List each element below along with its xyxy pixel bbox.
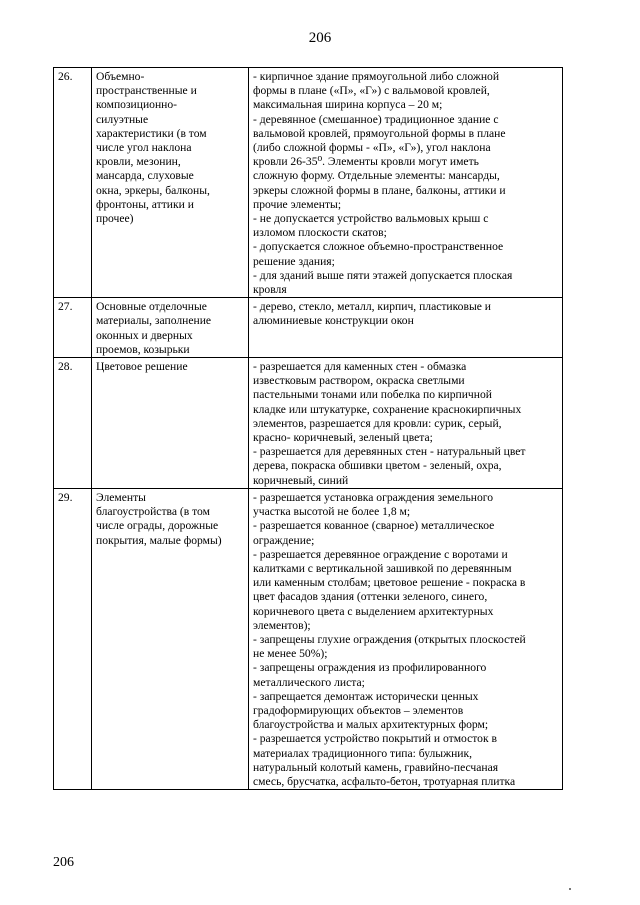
name-line: оконных и дверных — [96, 328, 193, 342]
description-line: металлического листа; — [253, 675, 365, 689]
table-row — [54, 68, 563, 298]
description-line: - разрешается кованное (сварное) металлическое — [253, 519, 495, 533]
row-number: 26. — [54, 68, 92, 298]
row-name — [92, 358, 249, 489]
description-line: дерева, покраска обшивки цветом - зеленый, охра, — [253, 459, 502, 473]
name-line: числе ограды, дорожные — [96, 519, 219, 533]
name-line: окна, эркеры, балконы, — [96, 183, 210, 197]
description-line: натуральный колотый камень, гравийно-песчаная — [253, 760, 499, 774]
description-line: алюминиевые конструкции окон — [253, 314, 414, 328]
description-line: - разрешается для деревянных стен - натуральный цвет — [253, 445, 526, 459]
description-line: цвет фасадов здания (оттенки зеленого, синего, — [253, 590, 488, 604]
description-line: прочие элементы; — [253, 197, 342, 211]
description-line: - разрешается для каменных стен - обмазка — [253, 360, 467, 374]
description-line: коричневый, синий — [253, 473, 349, 487]
name-line: проемов, козырьки — [96, 342, 190, 356]
name-line: композиционно- — [96, 98, 178, 112]
description-line: - для зданий выше пяти этажей допускается плоская — [253, 268, 513, 282]
description-line: сложную форму. Отдельные элементы: мансарды, — [253, 169, 500, 183]
description-line: участка высотой не более 1,8 м; — [253, 505, 411, 519]
name-line: силуэтные — [96, 112, 149, 126]
description-line: - запрещается демонтаж исторически ценных — [253, 689, 479, 703]
description-line: элементов); — [253, 618, 311, 632]
name-line: покрытия, малые формы) — [96, 533, 222, 547]
description-line: кровли 26-35⁰. Элементы кровли могут иметь — [253, 155, 479, 169]
description-line: коричневого цвета с выделением архитектурных — [253, 604, 494, 618]
name-line: Объемно- — [96, 70, 145, 83]
name-line: материалы, заполнение — [96, 314, 212, 328]
description-line: - разрешается устройство покрытий и отмосток в — [253, 732, 497, 746]
description-line: - разрешается деревянное ограждение с воротами и — [253, 547, 508, 561]
row-description — [249, 298, 563, 358]
description-line: - допускается сложное объемно-пространственное — [253, 240, 504, 254]
description-line: формы в плане («П», «Г») с вальмовой кровлей, — [253, 84, 490, 98]
name-line: Элементы — [96, 490, 146, 504]
description-line: - разрешается установка ограждения земельного — [253, 490, 494, 504]
description-line: пастельными тонами или побелка по кирпичной — [253, 388, 492, 402]
page-number-bottom: 206 — [53, 855, 74, 870]
scan-speck — [569, 888, 571, 890]
name-line: прочее) — [96, 212, 134, 226]
table-row — [54, 358, 563, 489]
description-line: - дерево, стекло, металл, кирпич, пластиковые и — [253, 300, 491, 314]
description-line: - не допускается устройство вальмовых крыш с — [253, 212, 489, 226]
row-name — [92, 68, 249, 298]
row-name — [92, 488, 249, 789]
description-line: вальмовой кровлей, прямоугольной формы в плане — [253, 126, 506, 140]
table-row — [54, 488, 563, 789]
description-line: изломом плоскости скатов; — [253, 226, 387, 240]
description-line: красно- коричневый, зеленый цвета; — [253, 431, 433, 445]
name-line: кровли, мезонин, — [96, 155, 181, 169]
table-row — [54, 298, 563, 358]
row-name — [92, 298, 249, 358]
name-line: числе угол наклона — [96, 141, 192, 155]
row-description — [249, 488, 563, 789]
description-line: ограждение; — [253, 533, 315, 547]
description-line: градоформирующих объектов – элементов — [253, 703, 464, 717]
page-number-top: 206 — [308, 30, 332, 46]
description-line: решение здания; — [253, 254, 335, 268]
description-line: известковым раствором, окраска светлыми — [253, 374, 465, 388]
row-description — [249, 358, 563, 489]
description-line: эркеры сложной формы в плане, балконы, аттики и — [253, 183, 506, 197]
description-line: - запрещены глухие ограждения (открытых плоскостей — [253, 632, 526, 646]
description-line: не менее 50%); — [253, 647, 328, 661]
row-number: 28. — [54, 358, 92, 489]
row-number: 29. — [54, 488, 92, 789]
row-number: 27. — [54, 298, 92, 358]
name-line: благоустройства (в том — [96, 505, 210, 519]
description-line: (либо сложной формы - «П», «Г»), угол наклона — [253, 141, 491, 155]
description-line: - запрещены ограждения из профилированного — [253, 661, 487, 675]
description-line: смесь, брусчатка, асфальто-бетон, тротуарная плитка — [253, 774, 516, 788]
description-line: материалах традиционного типа: булыжник, — [253, 746, 473, 760]
description-line: кладке или штукатурке, сохранение краснокирпичных — [253, 402, 522, 416]
name-line: Основные отделочные — [96, 300, 207, 314]
description-line: кровля — [253, 283, 287, 297]
table-body — [54, 68, 563, 790]
description-line: - деревянное (смешанное) традиционное здание с — [253, 112, 499, 126]
description-line: калитками с вертикальной зашивкой по деревянным — [253, 561, 512, 575]
description-line: - кирпичное здание прямоугольной либо сложной — [253, 70, 500, 83]
name-line: мансарда, слуховые — [96, 169, 194, 183]
name-line: фронтоны, аттики и — [96, 197, 194, 211]
name-line: Цветовое решение — [96, 360, 188, 374]
name-line: характеристики (в том — [96, 126, 207, 140]
name-line: пространственные и — [96, 84, 197, 98]
description-line: максимальная ширина корпуса – 20 м; — [253, 98, 443, 112]
description-line: или каменным столбам; цветовое решение - покраска в — [253, 576, 526, 590]
description-line: элементов, разрешается для кровли: сурик, серый, — [253, 416, 502, 430]
row-description — [249, 68, 563, 298]
requirements-table — [53, 67, 563, 790]
description-line: благоустройства и малых архитектурных форм; — [253, 718, 489, 732]
